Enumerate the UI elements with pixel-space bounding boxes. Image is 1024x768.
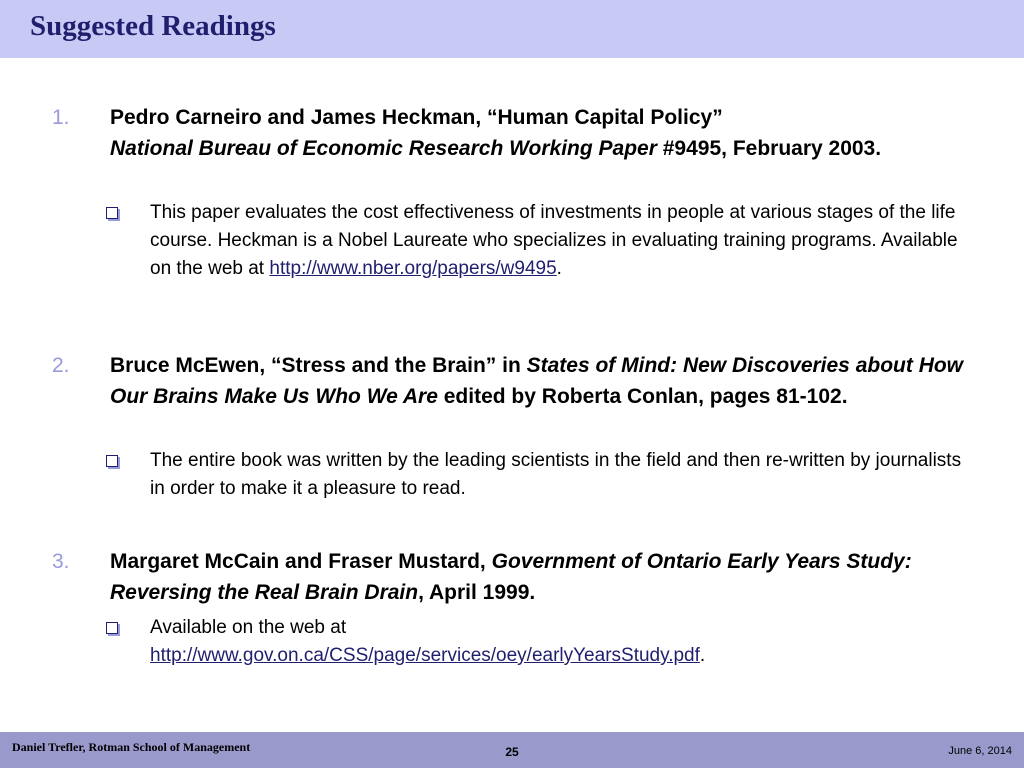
page-number: 25 (505, 745, 519, 759)
citation-details: #9495, February 2003. (656, 137, 882, 160)
sub-bullet-text (150, 199, 970, 283)
citation-details: , April 1999. (418, 581, 536, 604)
citation-authors: Pedro Carneiro and James Heckman, “Human Capital Policy” (110, 106, 723, 129)
checkbox-bullet-icon (106, 207, 118, 219)
checkbox-bullet-icon (106, 455, 118, 467)
citation-italic: States of Mind: New Discoveries about How Our Brains Make Us Who We Are (110, 354, 964, 408)
citation-authors: Bruce McEwen, “Stress and the Brain” in (110, 354, 527, 377)
item-number: 3. (52, 550, 70, 573)
nber-link[interactable]: http://www.nber.org/papers/w9495 (269, 258, 557, 279)
citation (110, 102, 970, 164)
description: The entire book was written by the leading scientists in the field and then re-written by journalists in order to make it a pleasure to read. (150, 450, 962, 499)
item-number: 1. (52, 106, 70, 129)
citation-details: edited by Roberta Conlan, pages 81-102. (437, 385, 848, 408)
footer-bar (0, 732, 1024, 768)
checkbox-bullet-icon (106, 622, 118, 634)
footer-date: June 6, 2014 (948, 745, 1012, 757)
description: This paper evaluates the cost effectiveness of investments in people at various stages of the life course. Heckman is a Nobel Laureate who specializes in evaluating training programs. Available on the web at (150, 202, 958, 279)
footer-author: Daniel Trefler, Rotman School of Management (12, 740, 251, 754)
citation-italic: Government of Ontario Early Years Study: Reversing the Real Brain Drain (110, 550, 912, 604)
header-bar (0, 0, 1024, 58)
citation (110, 546, 970, 608)
description: Available on the web at (150, 617, 347, 638)
sub-bullet-text (150, 614, 970, 670)
ontario-link[interactable]: http://www.gov.on.ca/CSS/page/services/oey/earlyYearsStudy.pdf (150, 645, 700, 666)
trailing-period: . (556, 258, 562, 279)
slide-title: Suggested Readings (30, 10, 276, 42)
citation (110, 350, 970, 412)
citation-italic: National Bureau of Economic Research Working Paper (110, 137, 657, 160)
trailing-period: . (699, 645, 706, 666)
citation-authors: Margaret McCain and Fraser Mustard, (110, 550, 492, 573)
sub-bullet-text (150, 447, 970, 503)
item-number: 2. (52, 354, 70, 377)
